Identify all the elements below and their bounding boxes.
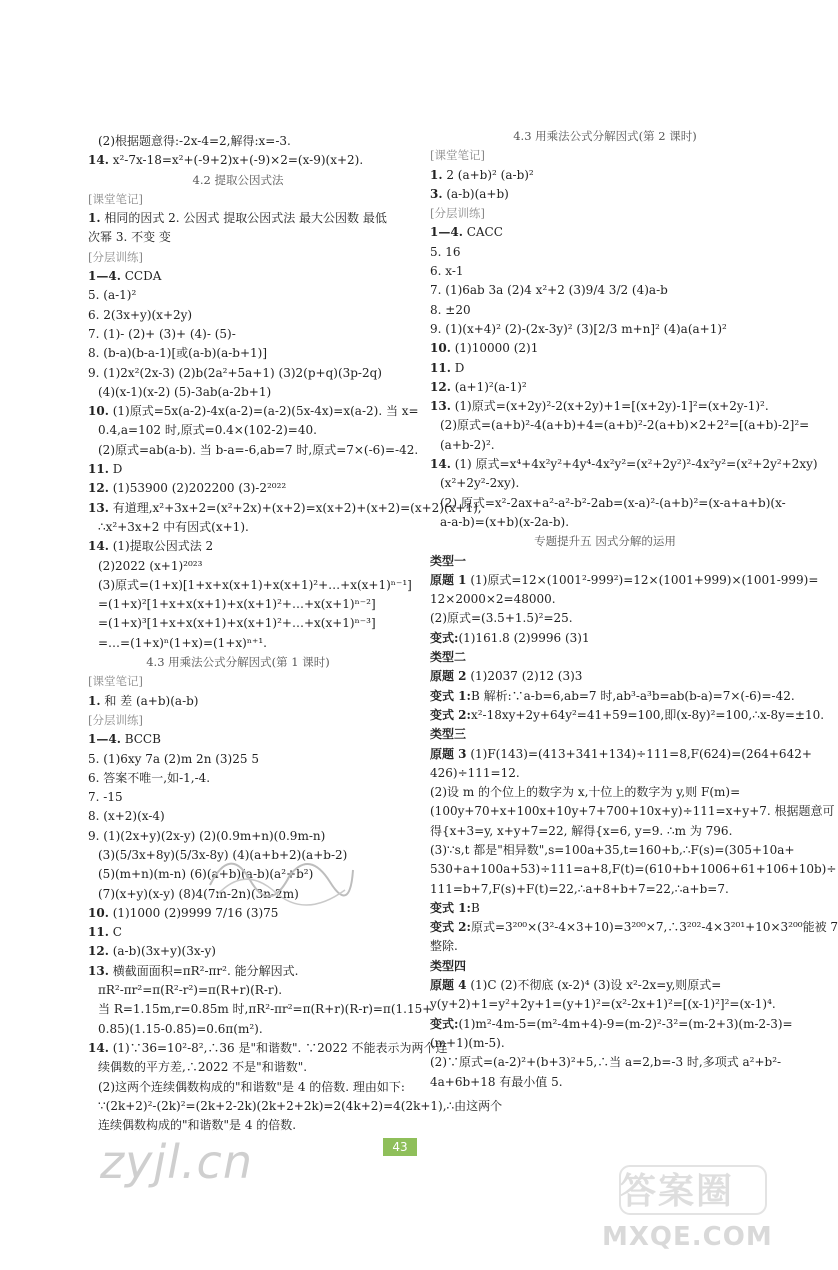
answer-line: 6. 答案不唯一,如-1,-4.	[88, 770, 211, 785]
answer-line: 11. C	[88, 925, 122, 940]
answer-line: 1. 2 (a+b)² (a-b)²	[430, 167, 534, 182]
answer-line: (2) 原式=x²-2ax+a²-a²-b²-2ab=(x-a)²-(a+b)²=(x-a+a+b)(x-	[440, 495, 786, 510]
answer-line: 8. ±20	[430, 302, 471, 317]
answer-line: 8. (b-a)(b-a-1)[或(a-b)(a-b+1)]	[88, 346, 268, 361]
answer-line: 0.4,a=102 时,原式=0.4×(102-2)=40.	[98, 423, 317, 438]
answer-line: 9. (1)(x+4)² (2)-(2x-3y)² (3)[2/3 m+n]² (4)a(a+1)²	[430, 321, 727, 336]
answer-line: 变式:(1)161.8 (2)9996 (3)1	[430, 630, 590, 645]
answer-line: 7. (1)- (2)+ (3)+ (4)- (5)-	[88, 326, 236, 341]
answer-line: 111=b+7,F(s)+F(t)=22,∴a+8+b+7=22,∴a+b=7.	[430, 881, 729, 896]
answer-line: 9. (1)2x²(2x-3) (2)b(2a²+5a+1) (3)2(p+q)(3p-2q)	[88, 365, 382, 380]
page-number: 43	[383, 1138, 417, 1156]
answer-line: (100y+70+x+100x+10y+7+700+10x+y)÷111=x+y+7. 根据题意可	[430, 804, 835, 819]
answer-line: (2)根据题意得:-2x-4=2,解得:x=-3.	[98, 134, 291, 148]
handwritten-stamp	[205, 840, 355, 900]
answer-line: (4)(x-1)(x-2) (5)-3ab(a-2b+1)	[98, 384, 272, 399]
watermark-daanquan: 答案圈	[620, 1170, 735, 1212]
answer-line: 6. 2(3x+y)(x+2y)	[88, 307, 193, 322]
answer-line: 1—4. CACC	[430, 225, 503, 240]
answer-line: (2)这两个连续偶数构成的"和谐数"是 4 的倍数. 理由如下:	[98, 1079, 405, 1094]
answer-line: 5. (a-1)²	[88, 288, 137, 303]
answer-line: (2)原式=ab(a-b). 当 b-a=-6,ab=7 时,原式=7×(-6)=-42.	[98, 442, 419, 457]
answer-line: =(1+x)³[1+x+x(x+1)+x(x+1)²+…+x(x+1)ⁿ⁻³]	[98, 616, 376, 631]
answer-line: (2)原式=(3.5+1.5)²=25.	[430, 611, 573, 626]
answer-line: 原题 3 (1)F(143)=(413+341+134)÷111=8,F(624)=(264+642+	[430, 746, 812, 761]
answer-line: 变式 2:x²-18xy+2y+64y²=41+59=100,即(x-8y)²=100,∴x-8y=±10.	[430, 707, 825, 722]
answer-line: 0.85)(1.15-0.85)=0.6π(m²).	[98, 1021, 263, 1036]
answer-line: 变式:(1)m²-4m-5=(m²-4m+4)-9=(m-2)²-3²=(m-2+3)(m-2-3)=	[430, 1016, 793, 1031]
answer-line: 426)÷111=12.	[430, 765, 520, 780]
answer-line: (m+1)(m-5).	[430, 1035, 505, 1050]
answer-line: 1. 和 差 (a+b)(a-b)	[88, 693, 199, 708]
answer-line: 12. (a-b)(3x+y)(3x-y)	[88, 944, 216, 959]
answer-line: 变式 2:原式=3²⁰⁰×(3²-4×3+10)=3²⁰⁰×7,∴3²⁰²-4×3²⁰¹+10×3²⁰⁰能被 7	[430, 920, 838, 935]
answer-line: 原题 4 (1)C (2)不彻底 (x-2)⁴ (3)设 x²-2x=y,则原式=	[430, 978, 722, 993]
section-title: 专题提升五 因式分解的运用	[534, 534, 676, 549]
answer-line: 7. -15	[88, 790, 123, 805]
answer-line: =…=(1+x)ⁿ(1+x)=(1+x)ⁿ⁺¹.	[98, 635, 267, 650]
answer-line: 10. (1)原式=5x(a-2)-4x(a-2)=(a-2)(5x-4x)=x(a-2). 当 x=	[88, 404, 419, 419]
answer-line: 14. x²-7x-18=x²+(-9+2)x+(-9)×2=(x-9)(x+2).	[88, 153, 364, 168]
section-title: 4.3 用乘法公式分解因式(第 1 课时)	[146, 655, 330, 670]
answer-line: 1—4. CCDA	[88, 269, 162, 284]
answer-line: 13. (1)原式=(x+2y)²-2(x+2y)+1=[(x+2y)-1]²=(x+2y-1)².	[430, 399, 769, 414]
answer-line: 原题 1 (1)原式=12×(1001²-999²)=12×(1001+999)×(1001-999)=	[430, 572, 819, 587]
answer-line: 10. (1)1000 (2)9999 7/16 (3)75	[88, 905, 279, 920]
answer-line: 连续偶数构成的"和谐数"是 4 的倍数.	[98, 1118, 297, 1133]
answer-line: (2)原式=(a+b)²-4(a+b)+4=(a+b)²-2(a+b)×2+2²=[(a+b)-2]²=	[440, 418, 810, 433]
answer-line: ∴x²+3x+2 中有因式(x+1).	[98, 519, 249, 534]
section-tag: [分层训练]	[430, 206, 485, 221]
answer-line: y(y+2)+1=y²+2y+1=(y+1)²=(x²-2x+1)²=[(x-1)²]²=(x-1)⁴.	[430, 997, 776, 1012]
answer-line: 11. D	[88, 462, 123, 477]
section-tag: [课堂笔记]	[88, 674, 143, 689]
answer-line: 续偶数的平方差,∴2022 不是"和谐数".	[98, 1060, 308, 1075]
answer-line: 530+a+100a+53)÷111=a+8,F(t)=(610+b+1006+61+106+10b)÷	[430, 862, 837, 877]
answer-line: (5)(m+n)(m-n) (6)(a+b)(a-b)(a²+b²)	[98, 867, 314, 882]
answer-line: 原题 2 (1)2037 (2)12 (3)3	[430, 669, 583, 684]
section-title: 4.3 用乘法公式分解因式(第 2 课时)	[513, 129, 697, 143]
answer-line: 12. (a+1)²(a-1)²	[430, 379, 527, 394]
answer-line: a-a-b)=(x+b)(x-2a-b).	[440, 514, 570, 529]
answer-line: 类型一	[430, 553, 467, 568]
answer-line: 14. (1)∵36=10²-8²,∴36 是"和谐数". ∵2022 不能表示为两个连	[88, 1040, 448, 1055]
answer-line: 8. (x+2)(x-4)	[88, 809, 165, 824]
right-column	[430, 127, 838, 1092]
section-title: 4.2 提取公因式法	[192, 172, 284, 187]
answer-line: 12×2000×2=48000.	[430, 592, 556, 607]
answer-line: (2)∵原式=(a-2)²+(b+3)²+5,∴当 a=2,b=-3 时,多项式 a²+b²-	[430, 1055, 782, 1070]
answer-line: 变式 1:B 解析:∵a-b=6,ab=7 时,ab³-a³b=ab(b-a)=7×(-6)=-42.	[430, 688, 795, 703]
answer-line: 7. (1)6ab 3a (2)4 x²+2 (3)9/4 3/2 (4)a-b	[430, 283, 668, 298]
answer-line: 12. (1)53900 (2)202200 (3)-2²⁰²²	[88, 481, 287, 496]
answer-line: (3)(5/3x+8y)(5/3x-8y) (4)(a+b+2)(a+b-2)	[98, 847, 348, 862]
answer-line: 6. x-1	[430, 264, 464, 279]
answer-line: 9. (1)(2x+y)(2x-y) (2)(0.9m+n)(0.9m-n)	[88, 828, 326, 843]
answer-line: 1. 相同的因式 2. 公因式 提取公因式法 最大公因数 最低	[88, 211, 387, 226]
section-tag: [课堂笔记]	[88, 191, 143, 206]
answer-line: =(1+x)²[1+x+x(x+1)+x(x+1)²+…+x(x+1)ⁿ⁻²]	[98, 597, 376, 612]
answer-line: 13. 有道理,x²+3x+2=(x²+2x)+(x+2)=x(x+2)+(x+2)=(x+2)(x+1),	[88, 500, 482, 515]
watermark-zyjl: zyjl.cn	[100, 1135, 253, 1189]
answer-line: 4a+6b+18 有最小值 5.	[430, 1074, 563, 1089]
answer-line: ∵(2k+2)²-(2k)²=(2k+2-2k)(2k+2+2k)=2(4k+2)=4(2k+1),∴由这两个	[98, 1098, 503, 1113]
answer-line: (7)(x+y)(x-y) (8)4(7m-2n)(3n-2m)	[98, 886, 299, 901]
section-tag: [课堂笔记]	[430, 148, 485, 163]
answer-line: 当 R=1.15m,r=0.85m 时,πR²-πr²=π(R+r)(R-r)=π(1.15+	[98, 1002, 433, 1017]
answer-line: 14. (1) 原式=x⁴+4x²y²+4y⁴-4x²y²=(x²+2y²)²-4x²y²=(x²+2y²+2xy)	[430, 457, 818, 472]
answer-line: 3. (a-b)(a+b)	[430, 186, 509, 201]
answer-line: 次幂 3. 不变 变	[88, 230, 171, 245]
answer-line: 1—4. BCCB	[88, 732, 161, 747]
section-tag: [分层训练]	[88, 249, 143, 264]
answer-line: (3)原式=(1+x)[1+x+x(x+1)+x(x+1)²+…+x(x+1)ⁿ⁻¹]	[98, 577, 412, 592]
answer-line: 11. D	[430, 360, 465, 375]
answer-line: 变式 1:B	[430, 900, 480, 915]
answer-line: (x²+2y²-2xy).	[440, 476, 520, 491]
section-tag: [分层训练]	[88, 712, 143, 727]
answer-line: (a+b-2)².	[440, 437, 495, 452]
answer-line: 得{x+3=y, x+y+7=22, 解得{x=6, y=9. ∴m 为 796.	[430, 823, 733, 838]
answer-line: (3)∵s,t 都是"相异数",s=100a+35,t=160+b,∴F(s)=(305+10a+	[430, 842, 795, 857]
answer-line: 类型四	[430, 958, 467, 973]
watermark-mxqe: MXQE.COM	[602, 1222, 773, 1252]
answer-line: 13. 横截面面积=πR²-πr². 能分解因式.	[88, 963, 299, 978]
answer-line: 类型三	[430, 727, 467, 742]
answer-line: 14. (1)提取公因式法 2	[88, 539, 214, 554]
answer-line: 整除.	[430, 939, 458, 954]
answer-line: 10. (1)10000 (2)1	[430, 341, 539, 356]
answer-line: 5. (1)6xy 7a (2)m 2n (3)25 5	[88, 751, 259, 766]
answer-line: (2)设 m 的个位上的数字为 x,十位上的数字为 y,则 F(m)=	[430, 785, 741, 800]
answer-line: 类型二	[430, 650, 467, 665]
answer-line: πR²-πr²=π(R²-r²)=π(R+r)(R-r).	[98, 983, 283, 998]
answer-line: 5. 16	[430, 244, 461, 259]
answer-line: (2)2022 (x+1)²⁰²³	[98, 558, 203, 573]
